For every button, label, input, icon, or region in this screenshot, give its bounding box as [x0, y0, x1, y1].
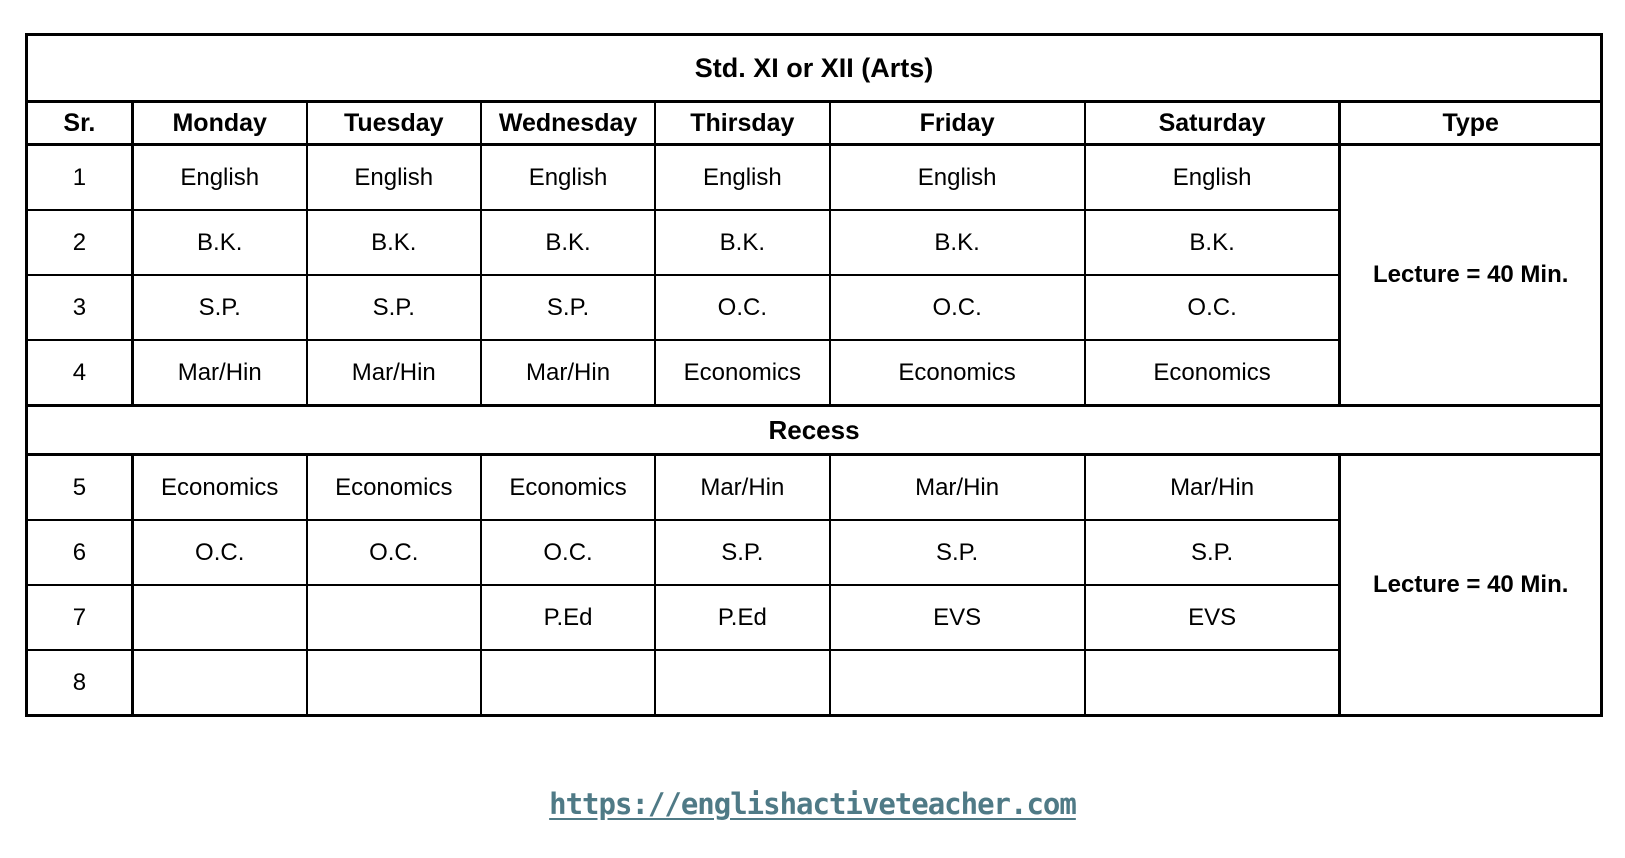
timetable-title: Std. XI or XII (Arts) [27, 35, 1602, 102]
header-row [27, 102, 1602, 145]
sr-cell: 2 [27, 210, 133, 275]
subject-cell: B.K. [481, 210, 655, 275]
header-sr: Sr. [27, 102, 133, 145]
subject-cell: B.K. [655, 210, 829, 275]
subject-cell: English [1085, 145, 1340, 211]
subject-cell: Economics [830, 340, 1085, 406]
sr-cell: 8 [27, 650, 133, 716]
subject-cell: Economics [307, 455, 481, 521]
table-row [27, 145, 1602, 211]
subject-cell: Mar/Hin [655, 455, 829, 521]
subject-cell: Economics [481, 455, 655, 521]
header-monday: Monday [132, 102, 306, 145]
sr-cell: 1 [27, 145, 133, 211]
subject-cell: S.P. [132, 275, 306, 340]
sr-cell: 4 [27, 340, 133, 406]
timetable [25, 33, 1603, 717]
subject-cell: English [481, 145, 655, 211]
subject-cell: Mar/Hin [132, 340, 306, 406]
subject-cell: P.Ed [481, 585, 655, 650]
subject-cell: O.C. [481, 520, 655, 585]
subject-cell [132, 585, 306, 650]
subject-cell: English [655, 145, 829, 211]
lecture-type-cell: Lecture = 40 Min. [1340, 145, 1602, 406]
subject-cell: Mar/Hin [481, 340, 655, 406]
subject-cell: Mar/Hin [307, 340, 481, 406]
sr-cell: 7 [27, 585, 133, 650]
header-type: Type [1340, 102, 1602, 145]
sr-cell: 5 [27, 455, 133, 521]
subject-cell: S.P. [307, 275, 481, 340]
subject-cell: S.P. [1085, 520, 1340, 585]
header-wednesday: Wednesday [481, 102, 655, 145]
subject-cell: S.P. [655, 520, 829, 585]
subject-cell: O.C. [307, 520, 481, 585]
subject-cell: Economics [132, 455, 306, 521]
subject-cell: O.C. [132, 520, 306, 585]
subject-cell: S.P. [481, 275, 655, 340]
subject-cell: Economics [655, 340, 829, 406]
subject-cell [481, 650, 655, 716]
subject-cell [830, 650, 1085, 716]
subject-cell: Economics [1085, 340, 1340, 406]
header-saturday: Saturday [1085, 102, 1340, 145]
subject-cell: B.K. [132, 210, 306, 275]
subject-cell [1085, 650, 1340, 716]
sr-cell: 3 [27, 275, 133, 340]
subject-cell [655, 650, 829, 716]
subject-cell: P.Ed [655, 585, 829, 650]
subject-cell [307, 650, 481, 716]
sr-cell: 6 [27, 520, 133, 585]
subject-cell: EVS [830, 585, 1085, 650]
header-friday: Friday [830, 102, 1085, 145]
subject-cell: EVS [1085, 585, 1340, 650]
subject-cell: English [307, 145, 481, 211]
header-tuesday: Tuesday [307, 102, 481, 145]
lecture-type-cell: Lecture = 40 Min. [1340, 455, 1602, 716]
subject-cell: Mar/Hin [1085, 455, 1340, 521]
subject-cell: B.K. [1085, 210, 1340, 275]
subject-cell: English [830, 145, 1085, 211]
subject-cell: English [132, 145, 306, 211]
subject-cell: O.C. [1085, 275, 1340, 340]
recess-row: Recess [27, 406, 1602, 455]
subject-cell [132, 650, 306, 716]
subject-cell: O.C. [830, 275, 1085, 340]
subject-cell: Mar/Hin [830, 455, 1085, 521]
subject-cell: B.K. [307, 210, 481, 275]
subject-cell: B.K. [830, 210, 1085, 275]
subject-cell: O.C. [655, 275, 829, 340]
table-row [27, 455, 1602, 521]
subject-cell: S.P. [830, 520, 1085, 585]
header-thursday: Thirsday [655, 102, 829, 145]
source-url-link[interactable]: https://englishactiveteacher.com [549, 787, 1076, 821]
subject-cell [307, 585, 481, 650]
